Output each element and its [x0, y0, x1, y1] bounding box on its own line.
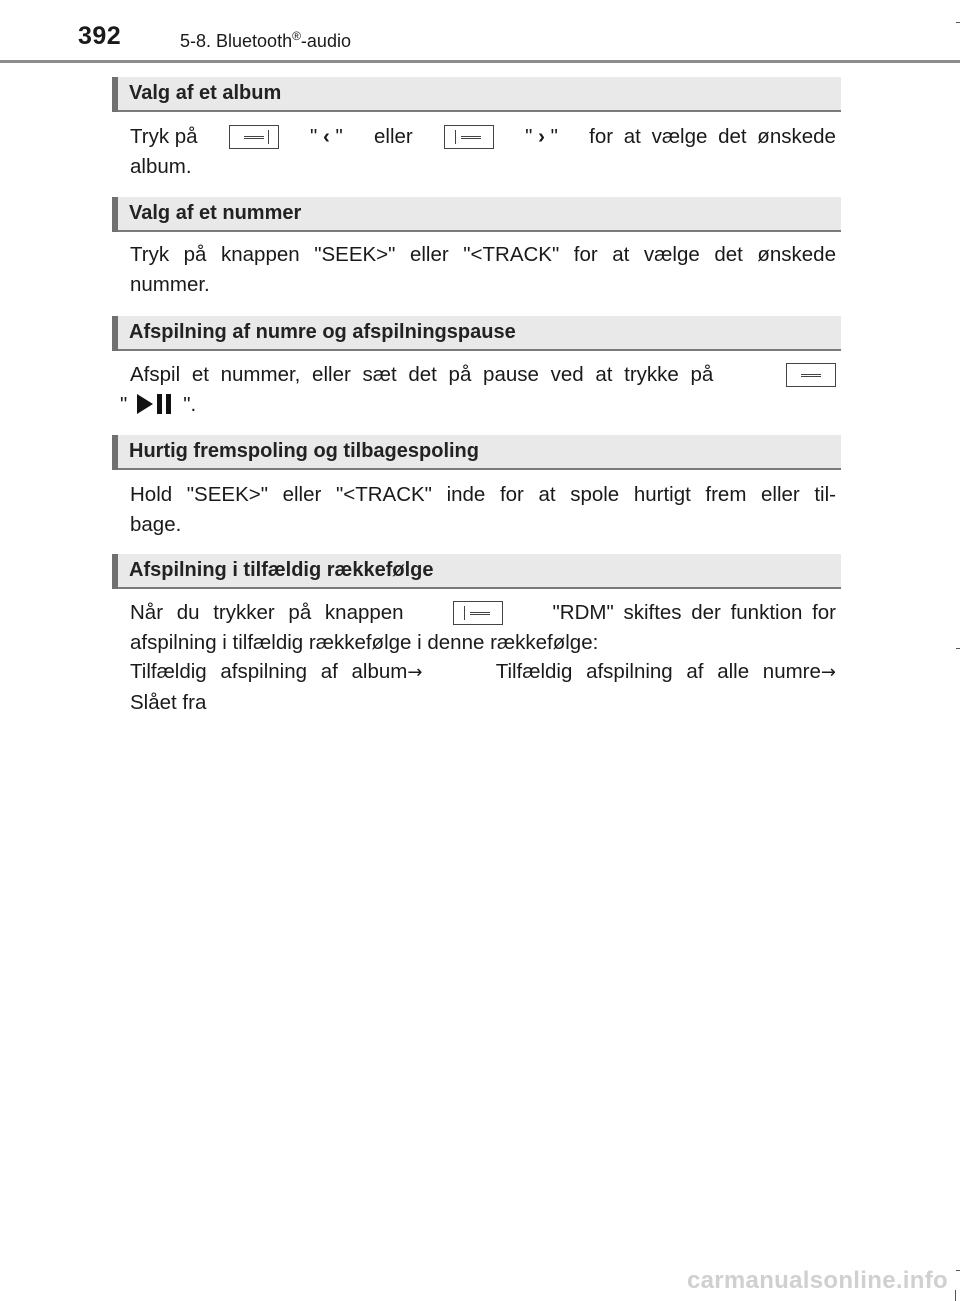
arrow-right-icon: →	[407, 662, 423, 683]
heading-bar	[112, 197, 118, 232]
page-number: 392	[78, 22, 122, 50]
watermark: carmanualsonline.info	[686, 1267, 948, 1294]
crop-mark	[956, 1270, 960, 1271]
header-rule	[0, 60, 960, 63]
body-line: nummer.	[130, 272, 210, 296]
radio-preset-button-icon	[229, 125, 279, 149]
section-heading	[112, 435, 841, 470]
arrow-right-icon: →	[820, 662, 836, 683]
section-heading	[112, 316, 841, 351]
heading-bar	[112, 316, 118, 351]
section-heading	[112, 554, 841, 589]
crop-mark	[956, 648, 960, 649]
crop-mark	[955, 1290, 956, 1301]
body-line: Slået fra	[130, 690, 207, 714]
section-title: Valg af et album	[129, 82, 282, 104]
body-line: Tryk på knappen "SEEK>" eller "<TRACK" for at vælge det ønskede	[130, 243, 836, 266]
chevron-right-icon: ›	[538, 125, 545, 148]
heading-bar	[112, 77, 118, 112]
body-line: album.	[130, 154, 192, 178]
body-line: Når du trykker på knappen "RDM" skiftes der funktion for	[130, 601, 836, 624]
section-title: Hurtig fremspoling og tilbagespoling	[129, 440, 479, 462]
body-line: afspilning i tilfældig rækkefølge i denne rækkefølge:	[130, 630, 599, 654]
section-body	[130, 240, 836, 299]
heading-bar	[112, 435, 118, 470]
body-line: Tilfældig afspilning af album→ Tilfældig afspilning af alle numre→	[130, 660, 836, 683]
radio-preset-button-icon	[453, 601, 503, 625]
section-body	[130, 122, 836, 181]
section-title: Afspilning af numre og afspilningspause	[129, 321, 516, 343]
body-line: Afspil et nummer, eller sæt det på pause ved at trykke på	[130, 360, 836, 390]
body-line: Tryk på " ‹ " eller " › " for at vælge det ønskede	[130, 125, 836, 148]
page-header	[0, 0, 960, 64]
crop-mark	[956, 22, 960, 23]
section-title: Valg af et nummer	[129, 202, 302, 224]
radio-preset-button-icon	[786, 363, 836, 387]
section-body	[130, 598, 836, 717]
registered-mark: ®	[292, 29, 301, 43]
body-line: bage.	[130, 512, 182, 536]
section-body	[120, 360, 836, 419]
section-body	[130, 480, 836, 539]
section-heading	[112, 197, 841, 232]
chevron-left-icon: ‹	[322, 125, 330, 148]
section-title: Afspilning i tilfældig rækkefølge	[129, 559, 434, 581]
body-line: " ".	[120, 392, 197, 416]
heading-bar	[112, 554, 118, 589]
section-heading	[112, 77, 841, 112]
radio-preset-button-icon	[444, 125, 494, 149]
body-line: Hold "SEEK>" eller "<TRACK" inde for at spole hurtigt frem eller til-	[130, 483, 836, 506]
play-pause-icon	[135, 392, 175, 416]
chapter-title: 5-8. Bluetooth®-audio	[180, 29, 351, 51]
